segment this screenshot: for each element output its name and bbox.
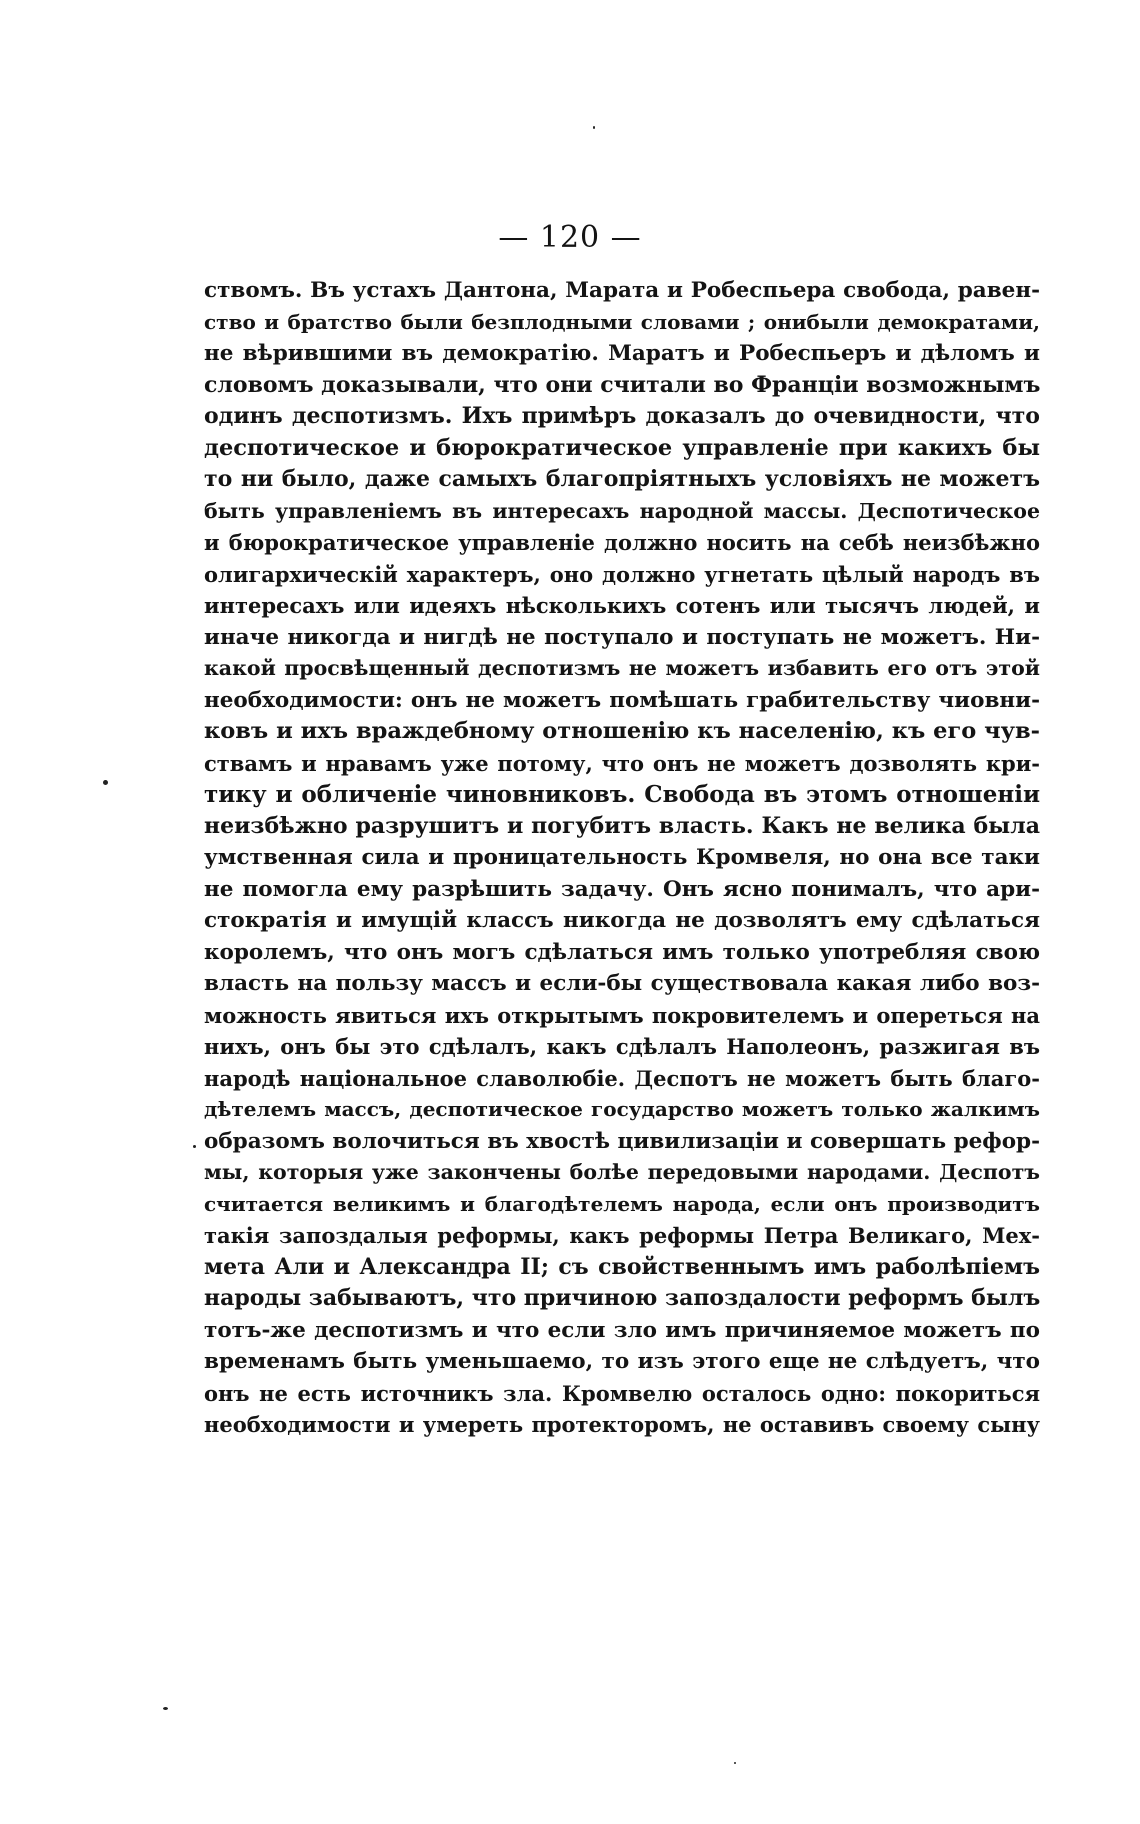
text-line: умственная сила и проницательность Кромвеля, но она все таки [204, 845, 1040, 870]
text-line: ствомъ. Въ устахъ Дантона, Марата и Робеспьера свобода, равен- [204, 278, 1040, 303]
text-line: власть на пользу массъ и если-бы существовала какая либо воз- [204, 971, 1040, 996]
text-line: дѣтелемъ массъ, деспотическое государство можетъ только жалкимъ [204, 1097, 1040, 1121]
page-number: — 120 — [498, 220, 642, 255]
text-line: какой просвѣщенный деспотизмъ не можетъ избавить его отъ этой [204, 656, 1040, 680]
text-line: онъ не есть источникъ зла. Кромвелю осталось одно: покориться [204, 1380, 1040, 1406]
text-line: неизбѣжно разрушитъ и погубитъ власть. Какъ не велика была [204, 812, 1040, 839]
text-line: ство и братство были безплодными словами ; онибыли демократами, [204, 309, 1040, 334]
text-line: народѣ національное славолюбіе. Деспотъ не можетъ быть благо- [204, 1065, 1040, 1091]
text-line: такія запоздалыя реформы, какъ реформы Петра Великаго, Мех- [204, 1223, 1040, 1248]
scan-speck [593, 126, 595, 129]
scan-speck [734, 1762, 736, 1764]
text-line: иначе никогда и нигдѣ не поступало и поступать не можетъ. Ни- [204, 624, 1040, 650]
text-line: королемъ, что онъ могъ сдѣлаться имъ только употребляя свою [204, 939, 1040, 965]
text-line: необходимости и умереть протекторомъ, не оставивъ своему сыну [204, 1412, 1040, 1437]
body-text [204, 275, 1040, 1441]
text-line: считается великимъ и благодѣтелемъ народа, если онъ производитъ [204, 1191, 1040, 1216]
text-line: не помогла ему разрѣшить задачу. Онъ ясно понималъ, что ари- [204, 876, 1040, 902]
text-line: временамъ быть уменьшаемо, то изъ этого еще не слѣдуетъ, что [204, 1349, 1040, 1374]
text-line: олигархическій характеръ, оно должно угнетать цѣлый народъ въ [204, 561, 1040, 587]
text-line: деспотическое и бюрократическое управленіе при какихъ бы [204, 434, 1040, 461]
scan-speck [163, 1707, 168, 1710]
text-line: образомъ волочиться въ хвостѣ цивилизаціи и совершать рефор- [204, 1128, 1040, 1154]
text-line: мета Али и Александра II; съ свойственнымъ имъ раболѣпіемъ [204, 1253, 1040, 1280]
text-line: быть управленіемъ въ интересахъ народной массы. Деспотическое [204, 498, 1040, 523]
text-line: одинъ деспотизмъ. Ихъ примѣръ доказалъ до очевидности, что [204, 403, 1040, 429]
text-line: не вѣрившими въ демократію. Маратъ и Робеспьеръ и дѣломъ и [204, 341, 1040, 366]
text-line: словомъ доказывали, что они считали во Франціи возможнымъ [204, 371, 1041, 398]
text-line: стократія и имущій классъ никогда не дозволятъ ему сдѣлаться [204, 908, 1040, 933]
scan-speck [193, 1145, 196, 1148]
text-line: ствамъ и нравамъ уже потому, что онъ не можетъ дозволять кри- [204, 750, 1040, 776]
text-line: тику и обличеніе чиновниковъ. Свобода въ этомъ отношеніи [204, 781, 1040, 808]
text-line: то ни было, даже самыхъ благопріятныхъ условіяхъ не можетъ [204, 466, 1040, 492]
text-line: тотъ-же деспотизмъ и что если зло имъ причиняемое можетъ по [204, 1317, 1040, 1343]
text-line: ковъ и ихъ враждебному отношенію къ населенію, къ его чув- [204, 718, 1040, 744]
text-line: нихъ, онъ бы это сдѣлалъ, какъ сдѣлалъ Наполеонъ, разжигая въ [204, 1034, 1040, 1059]
text-line: и бюрократическое управленіе должно носить на себѣ неизбѣжно [204, 530, 1040, 555]
text-line: мы, которыя уже закончены болѣе передовыми народами. Деспотъ [204, 1160, 1040, 1184]
text-line: необходимости: онъ не можетъ помѣшать грабительству чиовни- [204, 687, 1040, 713]
scan-speck [103, 780, 108, 785]
text-line: интересахъ или идеяхъ нѣсколькихъ сотенъ или тысячъ людей, и [204, 593, 1040, 618]
text-line: можность явиться ихъ открытымъ покровителемъ и опереться на [204, 1002, 1040, 1028]
text-line: народы забываютъ, что причиною запоздалости реформъ былъ [204, 1285, 1041, 1311]
